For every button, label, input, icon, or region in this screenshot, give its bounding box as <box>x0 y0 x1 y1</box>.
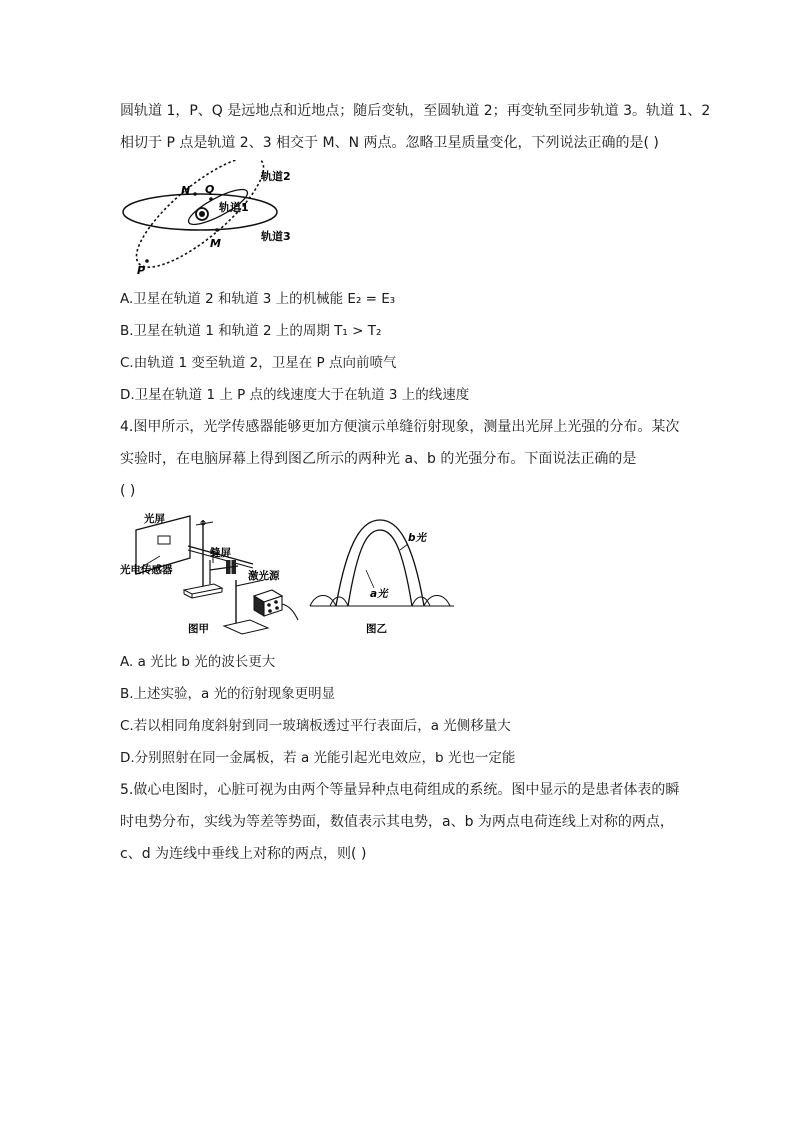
q3-stem-line-1: 圆轨道 1，P、Q 是远地点和近地点；随后变轨，至圆轨道 2；再变轨至同步轨道 3。轨道 1、2 <box>120 103 711 119</box>
label-light-a: a光 <box>370 588 388 600</box>
point-p-marker <box>145 259 149 263</box>
orbit-diagram <box>118 160 318 278</box>
q4-option-c: C.若以相同角度斜射到同一玻璃板透过平行表面后，a 光侧移量大 <box>120 718 511 734</box>
q4-stem-line-2: 实验时，在电脑屏幕上得到图乙所示的两种光 a、b 的光强分布。下面说法正确的是 <box>120 451 637 467</box>
point-n-marker <box>193 192 197 196</box>
q4-stem-line-3: ( ) <box>120 483 136 499</box>
q3-option-a: A.卫星在轨道 2 和轨道 3 上的机械能 E₂ = E₃ <box>120 291 396 307</box>
label-fig-b: 图乙 <box>366 623 387 635</box>
label-slit: 缝屏 <box>210 547 231 559</box>
label-orbit2: 轨道2 <box>261 170 291 183</box>
label-q: Q <box>205 183 215 196</box>
q3-option-b: B.卫星在轨道 1 和轨道 2 上的周期 T₁ > T₂ <box>120 323 382 339</box>
label-sensor: 光电传感器 <box>120 564 173 576</box>
label-n: N <box>181 184 191 197</box>
q4-option-b: B.上述实验，a 光的衍射现象更明显 <box>120 686 336 702</box>
apparatus-diagram <box>118 508 303 638</box>
q3-stem-line-2: 相切于 P 点是轨道 2、3 相交于 M、N 两点。忽略卫星质量变化，下列说法正确的是( ) <box>120 135 659 151</box>
q4-option-a: A. a 光比 b 光的波长更大 <box>120 654 276 670</box>
label-orbit1: 轨道1 <box>219 201 249 214</box>
q4-stem-line-1: 4.图甲所示，光学传感器能够更加方便演示单缝衍射现象，测量出光屏上光强的分布。某次 <box>120 419 680 435</box>
label-fig-a: 图甲 <box>188 623 209 635</box>
label-p: P <box>137 264 146 277</box>
point-m-marker <box>215 228 219 232</box>
label-m: M <box>210 237 221 250</box>
q3-option-d: D.卫星在轨道 1 上 P 点的线速度大于在轨道 3 上的线速度 <box>120 387 470 403</box>
label-orbit3: 轨道3 <box>261 230 291 243</box>
label-laser: 激光源 <box>248 570 280 582</box>
q3-option-c: C.由轨道 1 变至轨道 2，卫星在 P 点向前喷气 <box>120 355 397 371</box>
q5-stem-line-3: c、d 为连线中垂线上对称的两点，则( ) <box>120 846 367 862</box>
q4-option-d: D.分别照射在同一金属板，若 a 光能引起光电效应，b 光也一定能 <box>120 750 516 766</box>
label-light-b: b光 <box>408 532 427 544</box>
label-screen: 光屏 <box>144 513 165 525</box>
q5-stem-line-1: 5.做心电图时，心脏可视为由两个等量异种点电荷组成的系统。图中显示的是患者体表的瞬 <box>120 782 680 798</box>
intensity-diagram <box>308 508 458 638</box>
q5-stem-line-2: 时电势分布，实线为等差等势面，数值表示其电势，a、b 为两点电荷连线上对称的两点， <box>120 814 674 830</box>
point-q-marker <box>209 197 213 201</box>
